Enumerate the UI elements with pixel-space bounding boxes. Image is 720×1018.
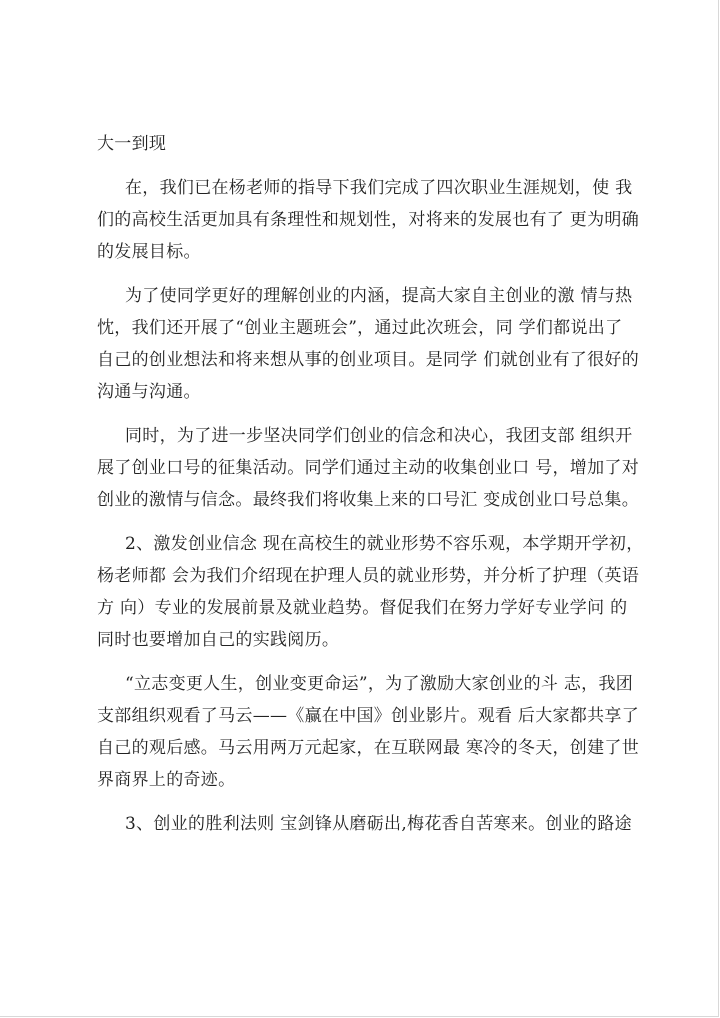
text-line: 沟通与沟通。	[97, 382, 201, 402]
document-body	[97, 128, 644, 840]
text-line: 自己的观后感。马云用两万元起家，在互联网最 寒冷的冬天，创建了世	[97, 738, 640, 758]
text-line: 自己的创业想法和将来想从事的创业项目。是同学 们就创业有了很好的	[97, 350, 640, 370]
text-line: 展了创业口号的征集活动。同学们通过主动的收集创业口 号，增加了对	[97, 458, 640, 478]
text-line: 界商界上的奇迹。	[97, 770, 236, 790]
section-heading-line: 3、创业的胜利法则 宝剑锋从磨砺出,梅花香自苦寒来。创业的路途	[125, 814, 632, 834]
text-line: 同时也要增加自己的实践阅历。	[97, 630, 340, 650]
text-line: 忱，我们还开展了“创业主题班会”，通过此次班会，同 学们都说出了	[97, 318, 623, 338]
text-line: 大一到现	[97, 134, 167, 154]
paragraph-first-line: 在，我们已在杨老师的指导下我们完成了四次职业生涯规划，使 我	[125, 178, 633, 198]
text-line: 的发展目标。	[97, 242, 201, 262]
text-line: 们的高校生活更加具有条理性和规划性，对将来的发展也有了 更为明确	[97, 210, 640, 230]
text-line: 方 向）专业的发展前景及就业趋势。督促我们在努力学好专业学问 的	[97, 598, 628, 618]
paragraph-first-line: 为了使同学更好的理解创业的内涵，提高大家自主创业的激 情与热	[125, 286, 633, 306]
paragraph-first-line: “立志变更人生，创业变更命运”，为了激励大家创业的斗 志，我团	[125, 674, 634, 694]
paragraph-first-line: 同时，为了进一步坚决同学们创业的信念和决心，我团支部 组织开	[125, 426, 633, 446]
text-line: 支部组织观看了马云——《赢在中国》创业影片。观看 后大家都共享了	[97, 706, 640, 726]
text-line: 创业的激情与信念。最终我们将收集上来的口号汇 变成创业口号总集。	[97, 490, 640, 510]
text-line: 杨老师都 会为我们介绍现在护理人员的就业形势，并分析了护理（英语	[97, 566, 640, 586]
section-heading-line: 2、激发创业信念 现在高校生的就业形势不容乐观，本学期开学初，	[125, 534, 644, 554]
